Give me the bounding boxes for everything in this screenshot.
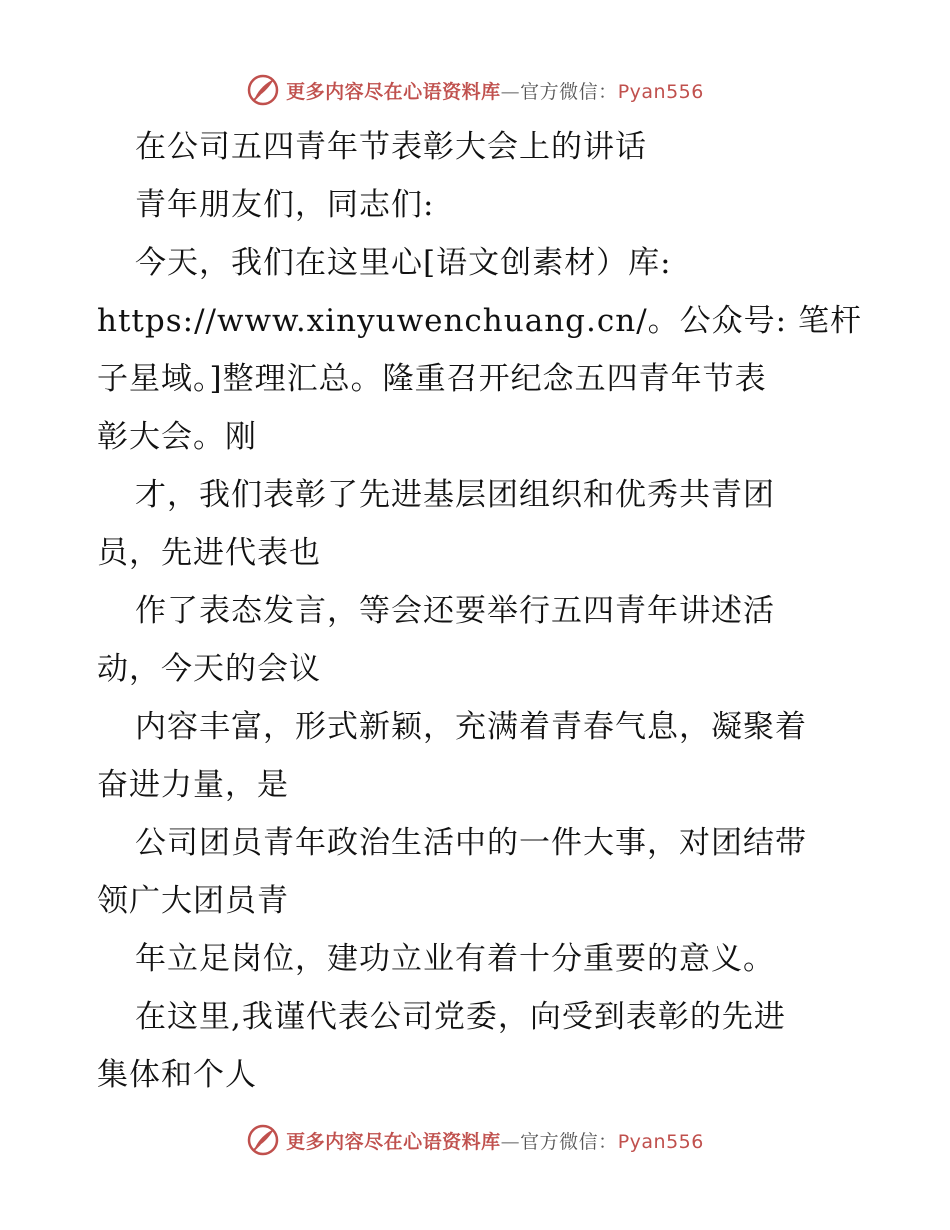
watermark-separator: —	[500, 80, 521, 103]
watermark-separator: —	[500, 1130, 521, 1153]
paragraph-line: 在这里,我谨代表公司党委，向受到表彰的先进	[135, 999, 786, 1035]
paragraph-line: 子星域。]整理汇总。隆重召开纪念五四青年节表	[97, 361, 767, 397]
watermark-text	[286, 77, 704, 104]
watermark-wechat-id: Pyan556	[617, 1130, 704, 1153]
paragraph-line: 作了表态发言，等会还要举行五四青年讲述活	[135, 593, 775, 629]
watermark-text	[286, 1127, 704, 1154]
paragraph-line: 动，今天的会议	[97, 651, 321, 687]
footer-watermark	[0, 1120, 950, 1160]
document-title: 在公司五四青年节表彰大会上的讲话	[135, 129, 647, 165]
paragraph-line: 年立足岗位，建功立业有着十分重要的意义。	[135, 941, 775, 977]
watermark-wechat-label: 官方微信：	[520, 1130, 618, 1153]
paragraph-line: 彰大会。刚	[97, 419, 257, 455]
paragraph-line: 公司团员青年政治生活中的一件大事，对团结带	[135, 825, 807, 861]
header-watermark	[0, 70, 950, 110]
salutation: 青年朋友们，同志们:	[135, 187, 435, 223]
paragraph-line: 领广大团员青	[97, 883, 289, 919]
paragraph-line: https://www.xinyuwenchuang.cn/。公众号: 笔杆	[97, 303, 862, 339]
paragraph-line: 才，我们表彰了先进基层团组织和优秀共青团	[135, 477, 775, 513]
watermark-wechat-id: Pyan556	[617, 80, 704, 103]
watermark-brand: 更多内容尽在心语资料库	[286, 80, 501, 103]
feather-pen-logo-icon	[246, 1123, 280, 1157]
paragraph-line: 奋进力量，是	[97, 767, 289, 803]
paragraph-line: 今天，我们在这里心[语文创素材）库:	[135, 245, 672, 281]
watermark-brand: 更多内容尽在心语资料库	[286, 1130, 501, 1153]
paragraph-line: 员，先进代表也	[97, 535, 321, 571]
watermark-wechat-label: 官方微信：	[520, 80, 618, 103]
feather-pen-logo-icon	[246, 73, 280, 107]
paragraph-line: 内容丰富，形式新颖，充满着青春气息，凝聚着	[135, 709, 807, 745]
paragraph-line: 集体和个人	[97, 1057, 257, 1093]
